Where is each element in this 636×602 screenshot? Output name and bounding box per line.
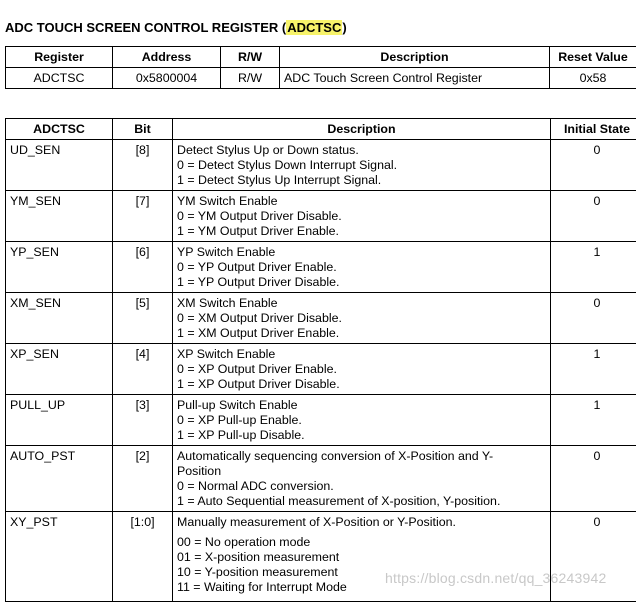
description-line: 1 = YP Output Driver Disable. [177,275,550,290]
field-bit: [3] [113,395,173,446]
table-row [6,344,636,395]
field-initial-state: 0 [551,191,636,242]
description-line: 10 = Y-position measurement [177,565,550,580]
description-line: 11 = Waiting for Interrupt Mode [177,580,550,595]
field-bit: [4] [113,344,173,395]
header-reset-value: Reset Value [550,47,636,68]
description-line: 0 = XP Pull-up Enable. [177,413,550,428]
description-line: 0 = XP Output Driver Enable. [177,362,550,377]
register-table-header [6,47,636,68]
cell-address: 0x5800004 [113,68,221,89]
header-initial-state: Initial State [551,119,636,140]
bits-table-body [6,140,636,602]
field-bit: [5] [113,293,173,344]
field-description [173,395,551,446]
description-line: 0 = XM Output Driver Disable. [177,311,550,326]
description-line: Detect Stylus Up or Down status. [177,143,550,158]
cell-rw: R/W [221,68,280,89]
field-bit: [8] [113,140,173,191]
cell-reset-value: 0x58 [550,68,636,89]
field-bit: [7] [113,191,173,242]
description-line: 01 = X-position measurement [177,550,550,565]
description-line: 00 = No operation mode [177,535,550,550]
field-initial-state: 0 [551,293,636,344]
header-address: Address [113,47,221,68]
description-line: 1 = YM Output Driver Enable. [177,224,550,239]
description-line: Position [177,464,550,479]
table-row [6,140,636,191]
field-name: XM_SEN [6,293,113,344]
header-field: ADCTSC [6,119,113,140]
field-description [173,344,551,395]
field-name: YM_SEN [6,191,113,242]
description-line: 0 = Detect Stylus Down Interrupt Signal. [177,158,550,173]
header-bit-description: Description [173,119,551,140]
field-initial-state: 1 [551,344,636,395]
field-description [173,512,551,602]
title-highlight: ADCTSC [286,20,342,35]
field-name: AUTO_PST [6,446,113,512]
field-initial-state: 1 [551,242,636,293]
title-prefix: ADC TOUCH SCREEN CONTROL REGISTER ( [5,20,286,35]
description-line: 1 = Detect Stylus Up Interrupt Signal. [177,173,550,188]
table-row [6,293,636,344]
description-line: Pull-up Switch Enable [177,398,550,413]
description-line: YM Switch Enable [177,194,550,209]
description-line: 1 = XM Output Driver Enable. [177,326,550,341]
header-register: Register [6,47,113,68]
field-description [173,191,551,242]
title-suffix: ) [342,20,346,35]
header-description: Description [280,47,550,68]
watermark: https://blog.csdn.net/qq_36243942 [385,570,606,586]
bits-table [5,118,636,602]
table-row [6,242,636,293]
field-description [173,140,551,191]
cell-description: ADC Touch Screen Control Register [280,68,550,89]
field-initial-state: 0 [551,512,636,602]
field-description [173,293,551,344]
description-line: 1 = XP Output Driver Disable. [177,377,550,392]
field-bit: [2] [113,446,173,512]
register-table [5,46,636,89]
document-title [5,20,347,35]
description-line: XP Switch Enable [177,347,550,362]
header-bit: Bit [113,119,173,140]
description-line: 0 = Normal ADC conversion. [177,479,550,494]
field-name: YP_SEN [6,242,113,293]
field-name: XY_PST [6,512,113,602]
field-bit: [1:0] [113,512,173,602]
field-description [173,242,551,293]
description-line: 0 = YP Output Driver Enable. [177,260,550,275]
field-initial-state: 0 [551,446,636,512]
description-line: YP Switch Enable [177,245,550,260]
field-name: PULL_UP [6,395,113,446]
field-description [173,446,551,512]
field-name: XP_SEN [6,344,113,395]
description-line: XM Switch Enable [177,296,550,311]
table-row [6,191,636,242]
field-bit: [6] [113,242,173,293]
field-initial-state: 0 [551,140,636,191]
description-line: Manually measurement of X-Position or Y-Position. [177,515,550,530]
table-row [6,446,636,512]
field-initial-state: 1 [551,395,636,446]
description-line: 1 = XP Pull-up Disable. [177,428,550,443]
description-line: Automatically sequencing conversion of X-Position and Y- [177,449,550,464]
field-name: UD_SEN [6,140,113,191]
table-row [6,395,636,446]
bits-table-header [6,119,636,140]
cell-register: ADCTSC [6,68,113,89]
table-row [6,512,636,602]
register-table-row [6,68,636,89]
header-rw: R/W [221,47,280,68]
description-line: 0 = YM Output Driver Disable. [177,209,550,224]
description-line: 1 = Auto Sequential measurement of X-position, Y-position. [177,494,550,509]
